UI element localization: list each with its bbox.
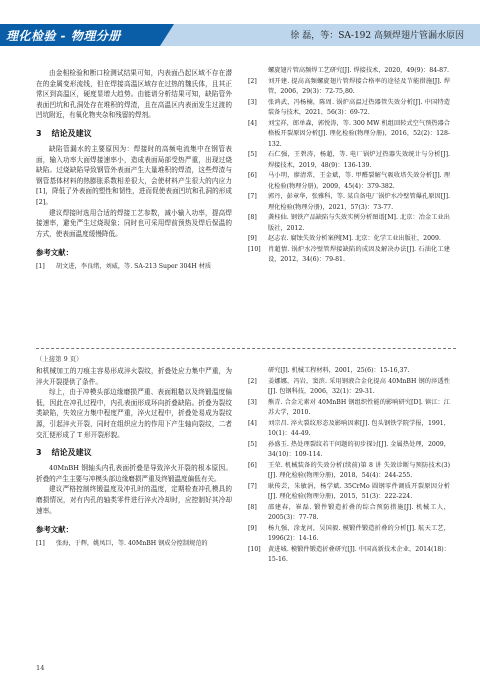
paragraph: 综上，由于冲模头部边缘磨损严重、表面粗糙以及终锻温度偏低，因此在冲孔过程中，内孔表面形成环向折叠缺陷。折叠为裂纹类缺陷，失效应力集中程度严重，淬火过程中，折叠处易成为裂纹源，引起淬火开裂，同时在组织应力的作用下产生轴向裂纹，二者交汇便形成了 T 形开裂形貌。: [36, 388, 232, 439]
reference-number: [8]: [248, 214, 257, 221]
section-heading: [36, 447, 232, 458]
reference-item: [248, 66, 450, 77]
reference-number: [8]: [248, 503, 257, 511]
reference-text: 杨九强，涂龙河，吴国毅. 模锻件锻造折叠的分析[J]. 航天工艺，1996(2)：14-16.: [268, 524, 450, 542]
reference-text: 王荣. 机械装备的失效分析(续前)第 8 讲 失效诊断与预防技术(3)[J]. 理化检验(物理分册)，2018，54(4)：244-255.: [268, 461, 450, 479]
reference-text: 胡文进，李良绪，刘威，等. SA-213 Super 304H 材质: [56, 263, 212, 271]
paragraph: 40MnBH 钢轴头内孔表面折叠是导致淬火开裂的根本原因。折叠的产生主要与冲模头部边缘磨损严重及终锻温度偏低有关。: [36, 464, 232, 483]
reference-number: [10]: [248, 545, 261, 553]
reference-number: [5]: [248, 151, 257, 158]
reference-text: 刘宝祥，郎单森，郭悦涛，等. 300 MW 机组回转式空气预热器合格板开裂原因分析[J]. 理化检验(物理分册)，2016，52(2)：128-132.: [268, 119, 450, 148]
reference-item: [248, 98, 450, 119]
reference-item: [248, 419, 450, 440]
reference-item: [248, 398, 450, 419]
reference-number: [248, 366, 268, 377]
paragraph: 缺陷管漏水的主要原因为：焊接时的高频电流集中在钢管表面，输入功率大面焊接速率小，造成表面局部受热严重，出现过烧缺陷。过烧缺陷导致钢管外表面产生大量堆积的焊渣，这些焊渣与钢管基体材料的热膨胀系数相差很大，会使材料产生很大的内应力[1]，降低了外表面的塑性和韧性，进而促使表面凹坑和孔洞的形成[2]。: [36, 144, 232, 206]
paragraph: 和机械加工的刀痕主容易形成淬火裂纹，折叠处应力集中严重，为淬火开裂提供了条件。: [36, 367, 232, 386]
reference-item: [248, 150, 450, 171]
reference-number: [1]: [36, 263, 45, 271]
reference-number: [6]: [248, 172, 257, 179]
reference-number: [9]: [248, 524, 257, 532]
page-header: [0, 0, 480, 52]
reference-item: [248, 77, 450, 98]
reference-item: [248, 245, 450, 266]
reference-text: 熊青. 合金元素对 40MnBH 钢组织性能的影响研究[D]. 镇江：江苏大学，2010.: [268, 398, 450, 416]
reference-item: [248, 482, 450, 503]
reference-number: [4]: [248, 119, 257, 127]
reference-number: [2]: [248, 77, 257, 85]
reference-number: [1]: [36, 540, 45, 548]
section-title: 结论及建议: [51, 128, 92, 138]
reference-item: [248, 366, 450, 377]
journal-name: 理化检验 - 物理分册: [6, 29, 121, 43]
reference-text: 刘宗昌. 淬火裂纹形态及影响因素[J]. 包头钢铁学院学报，1991，10(1)：44-49.: [268, 419, 450, 437]
reference-item: [36, 539, 232, 550]
reference-text: 邵建春，崔磊. 锻件锻造折叠的综合预防措施[J]. 机械工人，2005(3)：77-78.: [268, 503, 450, 521]
reference-text: 螺旋翅片管高频焊工艺研究[J]. 焊接技术，2020，49(9)：84-87.: [268, 67, 449, 74]
section-heading: [36, 128, 232, 139]
reference-text: 龚桂仙. 钢铁产品缺陷与失效实例分析图谱[M]. 北京：冶金工业出版社，2012.: [268, 214, 450, 232]
reference-text: 张海，于辉，姚凤巨，等. 40MnBH 钢成分控制规范的: [56, 540, 208, 548]
reference-text: 耿传芸，朱敏涓，杨学斌. 35CrMo 圆钢零件调质开裂原因分析[J]. 理化检验(物理分册)，2015，51(3)：222-224.: [268, 482, 450, 500]
section-number: 3: [36, 128, 42, 138]
reference-item: [248, 524, 450, 545]
reference-number: [10]: [248, 245, 261, 253]
reference-number: [4]: [248, 419, 257, 427]
reference-item: [248, 545, 450, 566]
reference-text: 张鸿武，冯杨楠，陈周. 锅炉高温过热器管失效分析[J]. 中国特造装备与技术，2021，56(3)：69-72.: [268, 98, 450, 116]
reference-item: [248, 440, 450, 461]
running-title: 徐 磊，等：SA-192 高频焊翅片管漏水原因: [290, 31, 464, 41]
reference-number: [6]: [248, 461, 257, 469]
references-heading: 参考文献：: [36, 248, 73, 258]
reference-item: [248, 461, 450, 482]
section-number: 3: [36, 448, 42, 458]
reference-text: 刘开建. 提高高频螺旋翅片管焊接合格率的途径及节能措施[J]. 焊管，2006，29(3)：72-75,80.: [268, 77, 450, 95]
continued-note: （上接第 9 页）: [36, 355, 83, 363]
reference-number: [9]: [248, 235, 257, 242]
reference-number: [3]: [248, 398, 257, 406]
reference-text: 孙盛玉. 热处理裂纹若干问题的初步探讨[J]. 金属热处理，2009，34(10)：109-114.: [268, 440, 450, 458]
reference-item: [248, 234, 450, 245]
reference-number: [5]: [248, 440, 257, 448]
reference-item: [248, 503, 450, 524]
reference-item: [248, 213, 450, 234]
page-number: 14: [36, 664, 45, 672]
references-heading: 参考文献：: [36, 525, 73, 535]
reference-text: 肖超情. 锅炉水冷壁管焊接缺陷的成因及解决办法[J]. 石油化工建设，2012，34(6)：79-81.: [268, 245, 450, 263]
reference-item: [248, 377, 450, 398]
reference-text: 马小明，廖清常，王金斌，等. 甲醛裂解气吸收塔失效分析[J]. 理化检验(物理分册)，2009，45(4)：379-382.: [268, 172, 450, 190]
reference-item: [248, 192, 450, 213]
reference-text: 黄进城. 模锻件锻造折叠研究[J]. 中国高新技术企业，2014(18)：15-16.: [268, 545, 450, 563]
paragraph: 建议焊接时选用合适的焊接工艺参数，减小输入功率，提高焊接速率，避免严生过烧现象；同时也可采用焊前预热及焊后保温的方式，使表面温度缓慢降低。: [36, 208, 232, 238]
reference-text: 石仁强，王碧涛，杨超，等. 电厂锅炉过热器失效统计与分析[J]. 焊接技术，2019，48(9)：136-139.: [268, 151, 450, 169]
bottom-right-column: [248, 366, 450, 566]
reference-number: [2]: [248, 377, 257, 385]
reference-text: 姜娜娜，冯岩，窦滨. 采用钢液合金化提高 40MnBH 钢的淬透性[J]. 包钢科技，2006，32(1)：29-31.: [268, 377, 450, 395]
top-right-column: [248, 66, 450, 266]
paragraph: 建议严格控制终锻温度及冲孔时的温度，定期检查冲孔模具的磨损情况，对有内孔的轴类零件进行淬火冷却时，应控制好其冷却速率。: [36, 485, 232, 515]
reference-text: 赵志农. 腐蚀失效分析案例[M]. 北京：化学工业出版社，2009.: [268, 235, 441, 242]
article-divider: [36, 348, 456, 349]
reference-item: [36, 262, 232, 273]
reference-item: [248, 171, 450, 192]
paragraph: 由金相检验和断口检测试结果可知，内表面凸起区域不存在潜在的金属变形流线，但在焊接高温区域存在过热的魏氏体，且其正常区到高温区，硬度显增大趋势。由能谱分析结果可知，缺陷管外表面凹坑和孔洞处存在堆积的焊渣，且在高温区内表面发生过渡的凹坑附近，有氧化物夹杂和残留的焊剂。: [36, 69, 232, 120]
reference-number: [248, 66, 268, 77]
reference-number: [3]: [248, 98, 257, 106]
bottom-left-column: [36, 366, 232, 550]
top-left-column: [36, 68, 232, 273]
reference-number: [7]: [248, 193, 257, 200]
section-title: 结论及建议: [51, 448, 92, 458]
reference-item: [248, 119, 450, 151]
reference-text: 研究[J]. 机械工程材料，2001，25(6)：15-16,37.: [268, 367, 410, 374]
reference-text: 郭丹，彭章华，张雅科，等. 某自备电厂锅炉水冷壁管爆孔原因[J]. 理化检验(物理分册)，2021，57(3)：73-77.: [268, 193, 450, 211]
reference-number: [7]: [248, 482, 257, 490]
